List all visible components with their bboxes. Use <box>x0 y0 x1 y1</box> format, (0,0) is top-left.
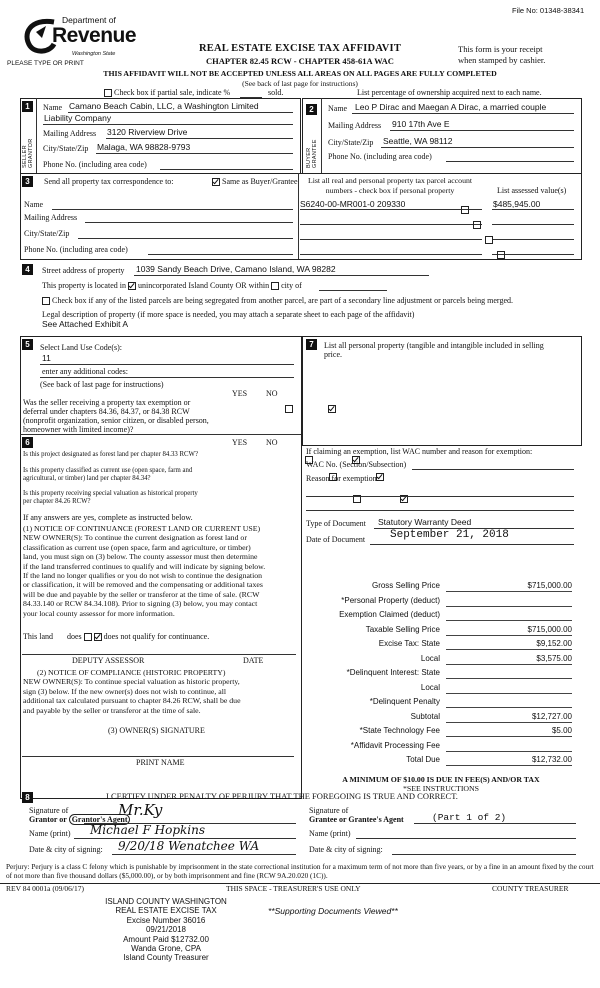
land-use-see-back: (See back of last page for instructions) <box>40 380 164 389</box>
see-instructions: *SEE INSTRUCTIONS <box>402 784 480 793</box>
seller-city-label: City/State/Zip <box>43 144 89 153</box>
grantor-name-label: Name (print) <box>29 829 71 838</box>
tax-row-label: Local <box>420 682 440 692</box>
does-not-checkbox[interactable] <box>94 633 102 641</box>
tax-row-value[interactable]: $715,000.00 <box>446 625 572 636</box>
tax-row-label: *Affidavit Processing Fee <box>350 740 440 750</box>
seller-name-line1[interactable]: Camano Beach Cabin, LLC, a Washington Limited <box>69 101 259 111</box>
tax-row-value[interactable]: $5.00 <box>446 726 572 737</box>
s6-q3a: Is this property receiving special valuation as historical property <box>23 490 198 497</box>
seller-mail[interactable]: 3120 Riverview Drive <box>107 127 188 137</box>
tax-row-value[interactable]: $9,152.00 <box>446 639 572 650</box>
seller-name-label: Name <box>43 103 63 112</box>
see-back: (See back of last page for instructions) <box>242 79 358 88</box>
legal-description[interactable]: See Attached Exhibit A <box>42 319 129 329</box>
s6-q3b: per chapter 84.26 RCW? <box>23 498 91 505</box>
s6-q1: Is this project designated as forest land per chapter 84.33 RCW? <box>23 451 198 458</box>
s5-q1b: deferral under chapters 84.36, 84.37, or 84.38 RCW <box>23 407 190 416</box>
wac-label: WAC No. (Section/Subsection) <box>306 460 407 469</box>
reason-label: Reason for exemption: <box>306 474 379 483</box>
tax-row <box>306 710 576 725</box>
personal-property-checkbox-4[interactable] <box>497 251 505 259</box>
personal-property-checkbox-2[interactable] <box>473 221 481 229</box>
grantor-signature[interactable]: Mr.Ky <box>118 801 163 819</box>
section-number-1: 1 <box>22 101 33 112</box>
buyer-mail[interactable]: 910 17th Ave E <box>392 119 450 129</box>
personal-property-list-2: price. <box>324 350 342 359</box>
grantor-date-label: Date & city of signing: <box>29 845 103 854</box>
buyer-mail-label: Mailing Address <box>328 121 382 130</box>
tax-row-label: *Delinquent Penalty <box>369 697 440 706</box>
seller-mail-label: Mailing Address <box>43 129 97 138</box>
parcel-number[interactable]: S6240-00-MR001-0 209330 <box>300 199 406 209</box>
tax-row <box>306 666 576 681</box>
please-type: PLEASE TYPE OR PRINT <box>7 60 84 67</box>
section-number-6: 6 <box>22 437 33 448</box>
section-number-2: 2 <box>306 104 317 115</box>
receipt-note-1: This form is your receipt <box>458 44 543 54</box>
s5-yes-label: YES <box>232 389 248 398</box>
personal-property-section <box>302 336 582 446</box>
buyer-name-label: Name <box>328 104 348 113</box>
tax-row-label: Exemption Claimed (deduct) <box>339 610 440 619</box>
tax-row <box>306 753 576 768</box>
minimum-due: A MINIMUM OF $10.00 IS DUE IN FEE(S) AND/OR TAX <box>342 775 540 784</box>
buyer-side-label: BUYER GRANTEE <box>306 139 318 168</box>
parcel-header <box>300 176 480 196</box>
send-correspondence-label: Send all property tax correspondence to: <box>44 177 174 186</box>
same-as-buyer: Same as Buyer/Grantee <box>212 177 298 187</box>
tax-row-label: Taxable Selling Price <box>365 624 440 634</box>
tax-row-value[interactable]: $12,732.00 <box>446 755 572 766</box>
tax-row-value[interactable]: $12,727.00 <box>446 712 572 723</box>
tax-row-label: Excise Tax: State <box>378 639 440 648</box>
tax-row-value[interactable] <box>446 741 572 752</box>
s6-q2a: Is this property classified as current use (open space, farm and <box>23 467 193 474</box>
buyer-name[interactable]: Leo P Dirac and Maegan A Dirac, a married couple <box>355 102 547 112</box>
section-number-4: 4 <box>22 264 33 275</box>
street-label: Street address of property <box>42 266 125 275</box>
assessed-header: List assessed value(s) <box>497 186 567 195</box>
section-number-8: 8 <box>22 792 33 803</box>
tax-row <box>306 594 576 609</box>
notice-continuance: (1) NOTICE OF CONTINUANCE (FOREST LAND OR CURRENT USE) NEW OWNER(S): To continue the current designation as forest land or classification as current use (open space, farm and agriculture, or timber) land, you must sign on (3) below. The county assessor must then determine if the land transferred continues to qualify and will indicate by signing below. If the land no longer qualifies or you do not wish to continue the designation or classification, it will be removed and the compensating or additional taxes will be due and payable by the seller or transferor at the time of sale. (RCW 84.33.140 or RCW 84.34.108). Prior to signing (3) below, you may contact your local county assessor for more information. <box>23 524 266 618</box>
parcel-header-2: numbers - check box if personal property <box>325 186 455 195</box>
personal-property-checkbox-3[interactable] <box>485 236 493 244</box>
tax-row <box>306 608 576 623</box>
does-checkbox[interactable] <box>84 633 92 641</box>
partial-sale-sold: sold. <box>268 88 284 97</box>
city-checkbox[interactable] <box>271 282 279 290</box>
personal-property-checkbox-1[interactable] <box>461 206 469 214</box>
doc-type[interactable]: Statutory Warranty Deed <box>378 517 472 527</box>
corr-city-label: City/State/Zip <box>24 229 70 238</box>
this-land: This land does does not qualify for continuance. <box>23 632 210 641</box>
partial-sale-checkbox[interactable] <box>104 89 112 97</box>
section-number-3: 3 <box>22 176 33 187</box>
assessed-value[interactable]: $485,945.00 <box>493 199 541 209</box>
tax-row-value[interactable]: $715,000.00 <box>446 581 572 592</box>
seller-side-label: SELLER GRANTOR <box>22 138 34 168</box>
s5-q1a: Was the seller receiving a property tax exemption or <box>23 398 191 407</box>
corr-phone-label: Phone No. (including area code) <box>24 245 128 254</box>
logo-dept: Department of <box>62 15 116 25</box>
seller-city[interactable]: Malaga, WA 98828-9793 <box>97 142 191 152</box>
grantor-sig-of: Signature of <box>29 806 69 815</box>
grantee-sig-of: Signature of <box>309 806 349 815</box>
treasurer-stamp: ISLAND COUNTY WASHINGTON REAL ESTATE EXCISE TAX Excise Number 36016 09/21/2018 Amount Paid $12732.00 Wanda Grone, CPA Island County Treasurer <box>105 897 227 963</box>
tax-row-value[interactable]: $3,575.00 <box>446 654 572 665</box>
tax-row-value[interactable] <box>446 610 572 621</box>
grantor-date-city[interactable]: 9/20/18 Wenatchee WA <box>118 839 260 853</box>
supporting-documents: **Supporting Documents Viewed** <box>268 906 398 916</box>
if-yes: If any answers are yes, complete as instructed below. <box>23 513 193 522</box>
s6-yes-label: YES <box>232 438 248 447</box>
parcel-header-1: List all real and personal property tax parcel account <box>307 176 473 185</box>
notice-compliance: (2) NOTICE OF COMPLIANCE (HISTORIC PROPERTY) NEW OWNER(S): To continue special valuation as historic property, sign (3) below. If the new owner(s) does not wish to continue, all additional tax calculated pursuant to chapter 84.26 RCW, shall be due and payable by the seller or transferor at the time of sale. <box>23 668 241 715</box>
s6-no-label: NO <box>266 438 278 447</box>
s5-q1c: (nonprofit organization, senior citizen, or disabled person, <box>23 416 209 425</box>
tax-row-value[interactable] <box>446 683 572 694</box>
tax-row-label: Subtotal <box>410 711 440 721</box>
located-in: This property is located in unincorporated Island County OR within city of <box>42 281 302 290</box>
segregated: Check box if any of the listed parcels are being segregated from another parcel, are part of a secondary line adjustment or parcels being merged. <box>42 296 513 306</box>
legal-label: Legal description of property (if more space is needed, you may attach a separate sheet to each page of the affidavit) <box>42 310 415 319</box>
deputy-assessor: DEPUTY ASSESSOR <box>72 656 145 665</box>
part-label: (Part 1 of 2) <box>432 812 507 823</box>
seller-phone-label: Phone No. (including area code) <box>43 160 147 169</box>
unincorporated-checkbox[interactable] <box>128 282 136 290</box>
form-rev: REV 84 0001a (09/06/17) <box>6 884 84 893</box>
buyer-city[interactable]: Seattle, WA 98112 <box>383 136 453 146</box>
form-title: REAL ESTATE EXCISE TAX AFFIDAVIT <box>198 43 402 54</box>
deputy-date: DATE <box>243 656 264 665</box>
additional-codes: enter any additional codes: <box>42 367 128 376</box>
ownership-note: List percentage of ownership acquired next to each name. <box>357 88 542 97</box>
grantor-name[interactable]: Michael F Hopkins <box>90 823 205 837</box>
county-treasurer: COUNTY TREASURER <box>492 884 569 893</box>
tax-row <box>306 652 576 667</box>
partial-sale-check: Check box if partial sale, indicate % <box>104 88 230 98</box>
owner-signature-label: (3) OWNER(S) SIGNATURE <box>108 726 205 735</box>
tax-row-value[interactable] <box>446 668 572 679</box>
s6-q2b: agricultural, or timber) land per chapter 84.34? <box>23 475 151 482</box>
buyer-city-label: City/State/Zip <box>328 138 374 147</box>
tax-row <box>306 739 576 754</box>
land-use-label: Select Land Use Code(s): <box>40 343 122 352</box>
grantee-date-label: Date & city of signing: <box>309 845 383 854</box>
grantee-label: Grantee or Grantee's Agent <box>309 815 404 824</box>
tax-row <box>306 681 576 696</box>
personal-property-list-1: List all personal property (tangible and intangible included in selling <box>324 341 544 350</box>
print-name-label: PRINT NAME <box>136 758 185 767</box>
corr-mail-label: Mailing Address <box>24 213 78 222</box>
tax-row-label: Gross Selling Price <box>371 581 440 590</box>
tax-row-label: *Personal Property (deduct) <box>341 595 440 605</box>
segregated-checkbox[interactable] <box>42 297 50 305</box>
tax-row <box>306 623 576 638</box>
section-number-5: 5 <box>22 339 33 350</box>
file-number: File No: 01348-38341 <box>512 6 585 15</box>
tax-row-value[interactable] <box>446 697 572 708</box>
logo-state: Washington State <box>72 51 116 57</box>
tax-row <box>306 637 576 652</box>
doc-date[interactable]: September 21, 2018 <box>390 529 509 541</box>
tax-row-label: Total Due <box>406 755 440 764</box>
tax-row-label: Local <box>420 653 440 663</box>
grantor-agent-circled: Grantor's Agent <box>69 814 131 825</box>
tax-row <box>306 579 576 594</box>
s5-q1d: homeowner with limited income)? <box>23 425 134 434</box>
form-subtitle: CHAPTER 82.45 RCW - CHAPTER 458-61A WAC <box>206 56 394 66</box>
land-use-code[interactable]: 11 <box>42 353 51 363</box>
grantor-label: Grantor or Grantor's Agent <box>29 815 130 825</box>
tax-row-label: *Delinquent Interest: State <box>346 668 440 677</box>
certify: I CERTIFY UNDER PENALTY OF PERJURY THAT THE FOREGOING IS TRUE AND CORRECT. <box>106 791 458 801</box>
corr-name-label: Name <box>24 200 44 209</box>
tax-row <box>306 695 576 710</box>
logo-name: Revenue <box>52 24 137 47</box>
buyer-phone-label: Phone No. (including area code) <box>328 152 432 161</box>
same-as-buyer-checkbox[interactable] <box>212 178 220 186</box>
s5-no-label: NO <box>266 389 278 398</box>
street-address[interactable]: 1039 Sandy Beach Drive, Camano Island, WA 98282 <box>136 264 336 274</box>
doc-date-label: Date of Document <box>306 535 366 544</box>
tax-row <box>306 724 576 739</box>
grantee-name-label: Name (print) <box>309 829 351 838</box>
section-number-7: 7 <box>306 339 317 350</box>
seller-name-line2[interactable]: Liability Company <box>44 113 112 123</box>
tax-row-value[interactable] <box>446 596 572 607</box>
warning: THIS AFFIDAVIT WILL NOT BE ACCEPTED UNLESS ALL AREAS ON ALL PAGES ARE FULLY COMPLETED <box>103 69 497 78</box>
s5-q1-yes-checkbox[interactable] <box>285 405 293 413</box>
exemption-label: If claiming an exemption, list WAC number and reason for exemption: <box>306 447 533 456</box>
treasurer-space: THIS SPACE - TREASURER'S USE ONLY <box>226 884 361 893</box>
tax-row-label: *State Technology Fee <box>359 726 440 735</box>
perjury-notice: Perjury: Perjury is a class C felony which is punishable by imprisonment in the state correctional institution for a maximum term of not more than five years, or by a fine in an amount fixed by the court of not more than five thousand dollars ($5,000.00), or by both imprisonment and fine (RCW 9A.20.020 (1C)). <box>6 862 594 880</box>
tax-table <box>306 579 576 768</box>
doc-type-label: Type of Document <box>306 519 366 528</box>
receipt-note-2: when stamped by cashier. <box>458 55 546 65</box>
